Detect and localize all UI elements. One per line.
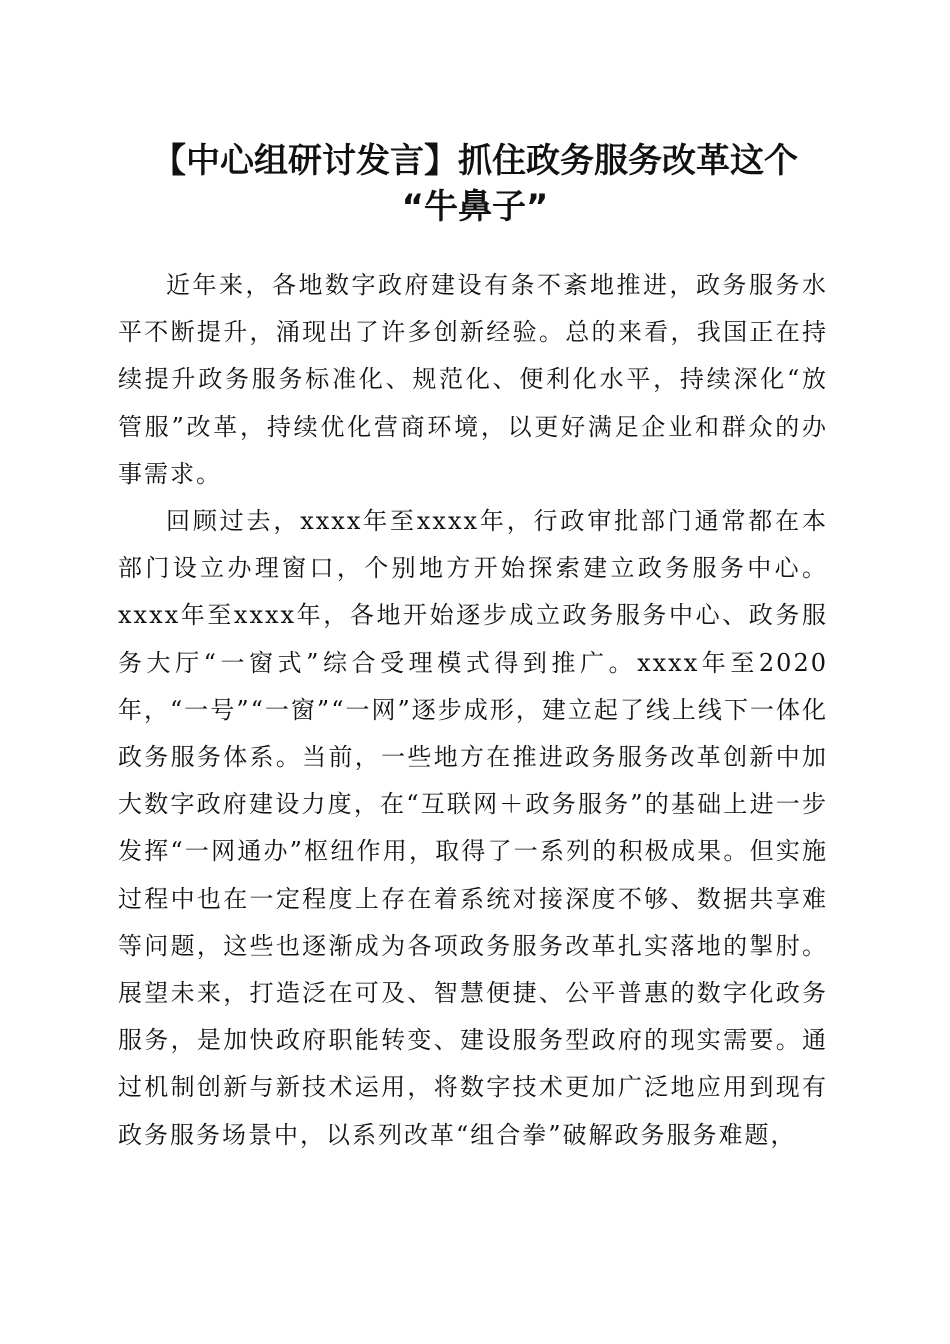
paragraph-2: 回顾过去，xxxx年至xxxx年，行政审批部门通常都在本部门设立办理窗口，个别地方开始探索建立政务服务中心。xxxx年至xxxx年，各地开始逐步成立政务服务中心、政务服务大厅“一窗式”综合受理模式得到推广。xxxx年至2020年，“一号”“一窗”“一网”逐步成形，建立起了线上线下一体化政务服务体系。当前，一些地方在推进政务服务改革创新中加大数字政府建设力度，在“互联网＋政务服务”的基础上进一步发挥“一网通办”枢纽作用，取得了一系列的积极成果。但实施过程中也在一定程度上存在着系统对接深度不够、数据共享难等问题，这些也逐渐成为各项政务服务改革扎实落地的掣肘。展望未来，打造泛在可及、智慧便捷、公平普惠的数字化政务服务，是加快政府职能转变、建设服务型政府的现实需要。通过机制创新与新技术运用，将数字技术更加广泛地应用到现有政务服务场景中，以系列改革“组合拳”破解政务服务难题， — [118, 507, 828, 1149]
document-title — [100, 138, 850, 230]
title-line-1: 【中心组研讨发言】抓住政务服务改革这个 — [152, 141, 798, 181]
paragraph-1: 近年来，各地数字政府建设有条不紊地推进，政务服务水平不断提升，涌现出了许多创新经验。总的来看，我国正在持续提升政务服务标准化、规范化、便利化水平，持续深化“放管服”改革，持续优化营商环境，以更好满足企业和群众的办事需求。 — [118, 271, 828, 488]
document-body — [118, 262, 828, 1159]
title-line-2: “牛鼻子” — [401, 187, 549, 227]
